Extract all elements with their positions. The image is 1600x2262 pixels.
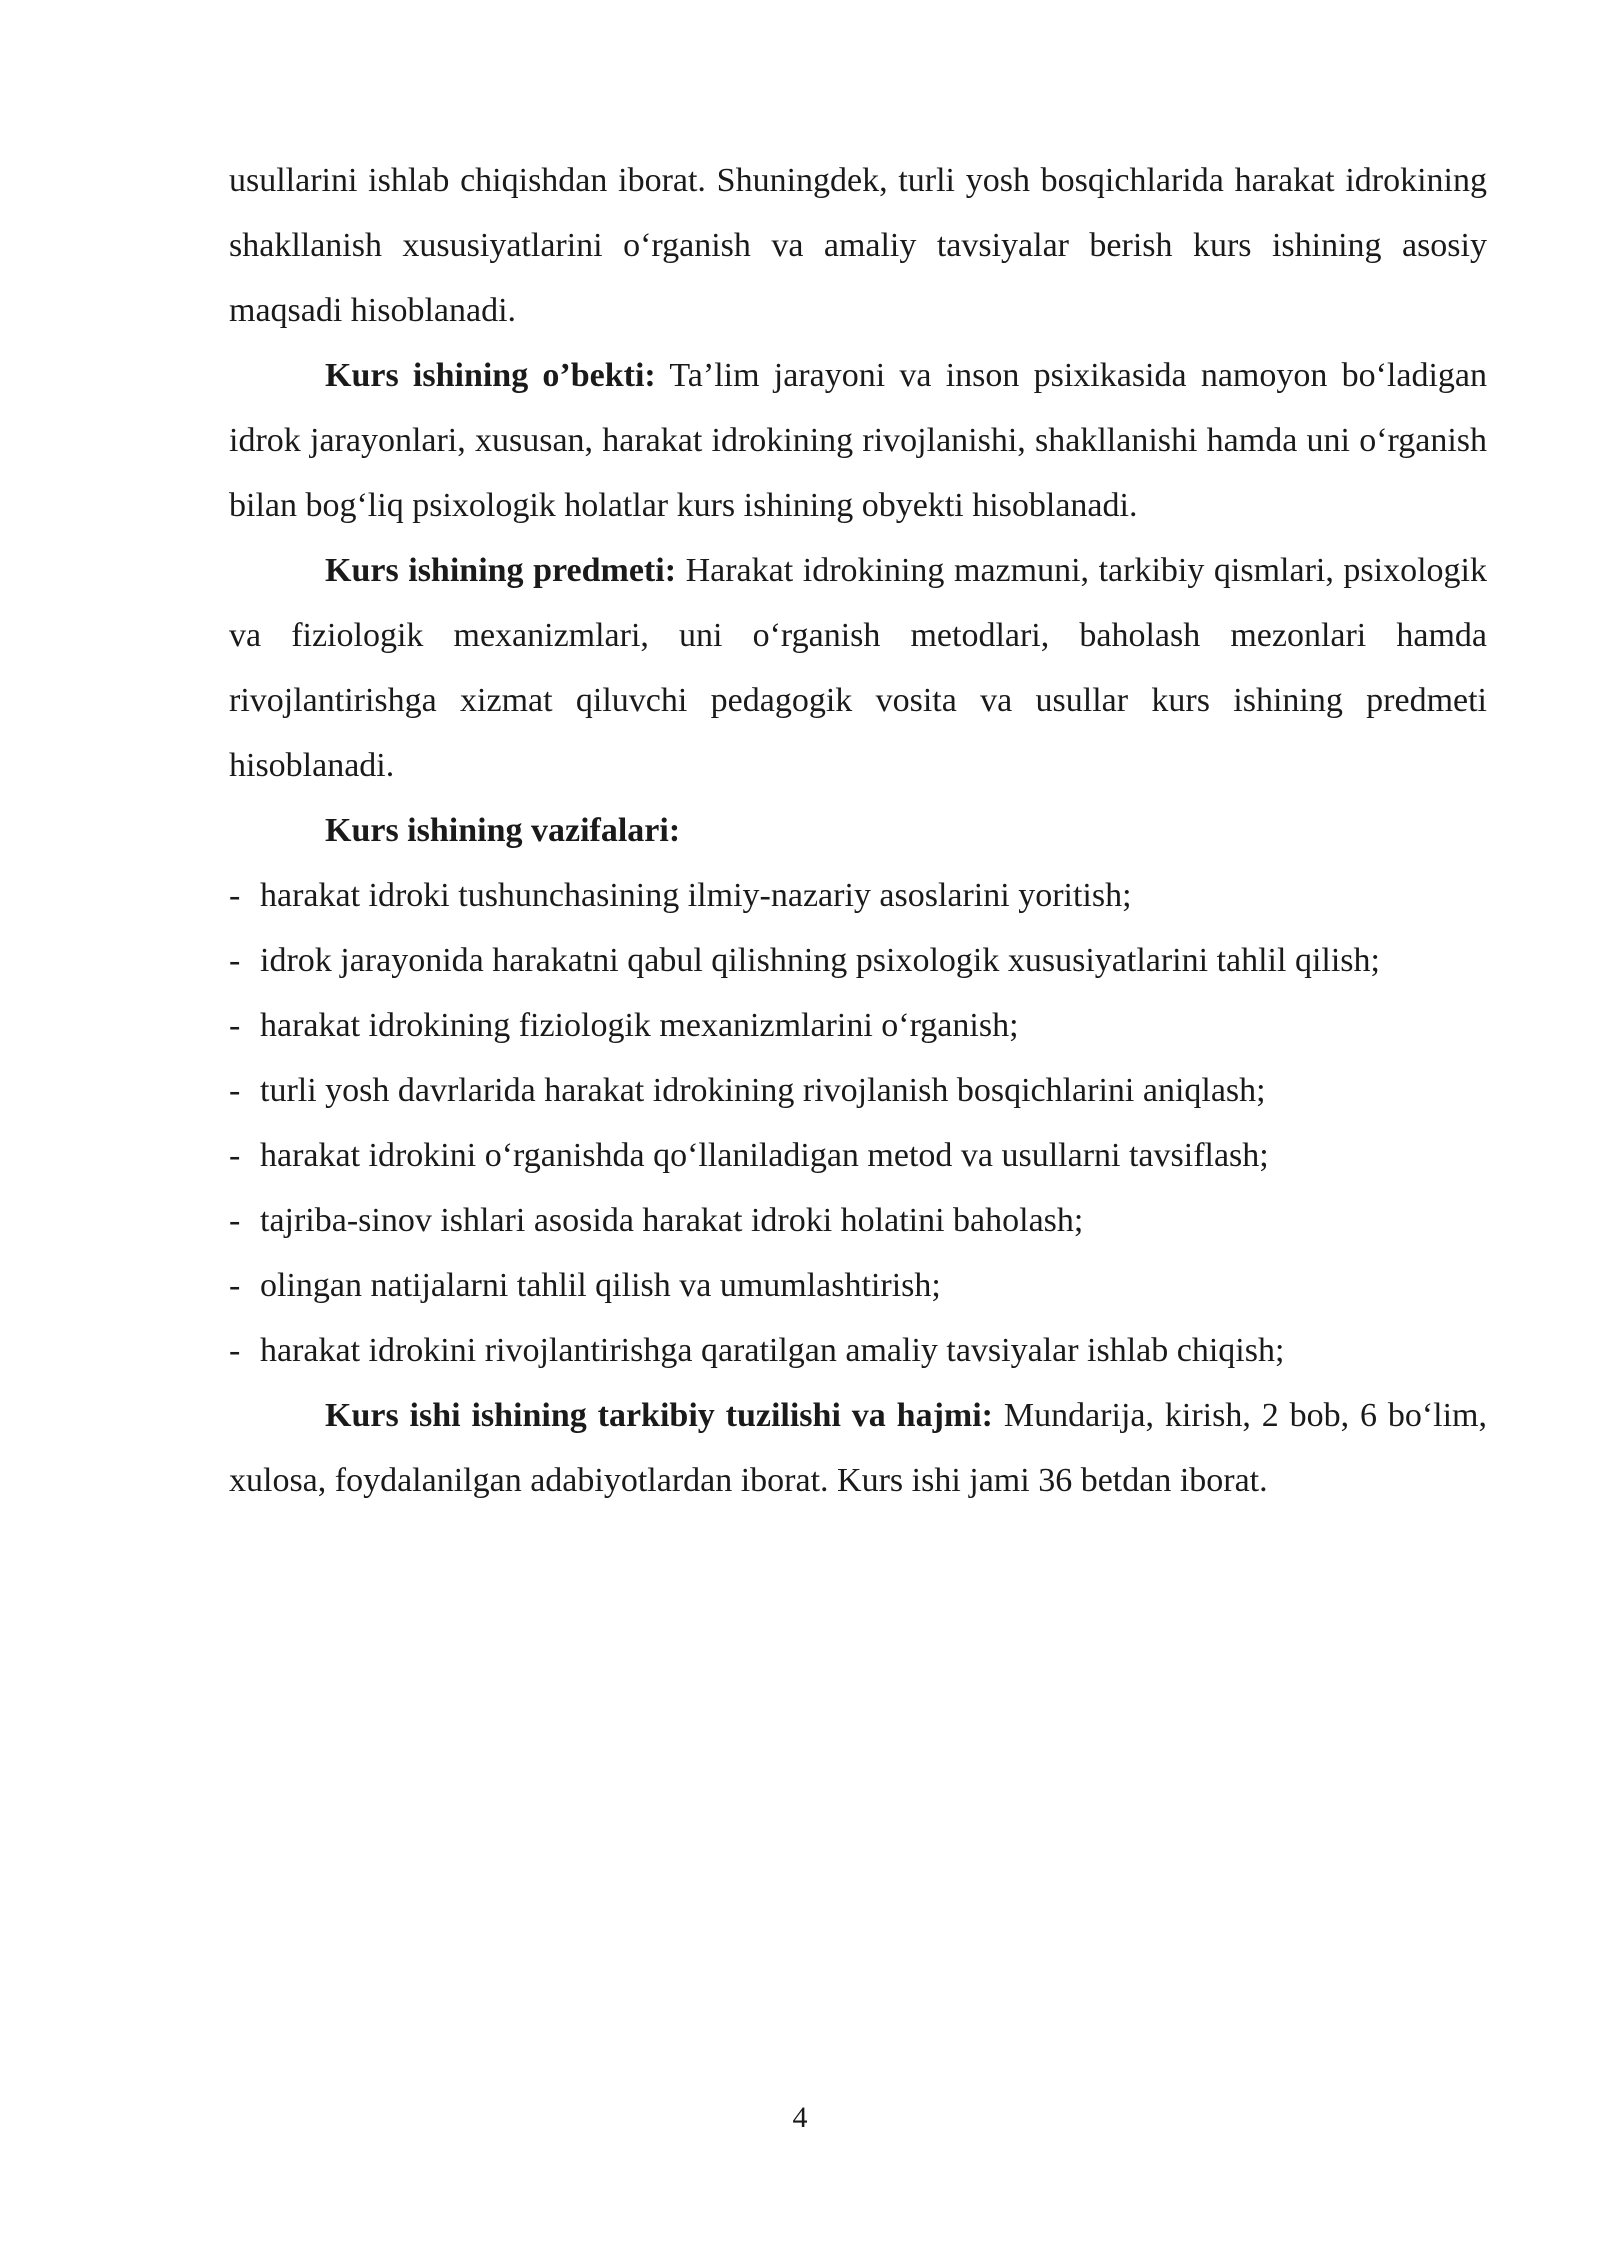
list-item xyxy=(229,863,1487,928)
structure-heading: Kurs ishi ishining tarkibiy tuzilishi va hajmi: xyxy=(325,1397,993,1434)
page-number: 4 xyxy=(792,2101,808,2134)
list-item-text: harakat idroki tushunchasining ilmiy-nazariy asoslarini yoritish; xyxy=(260,877,1132,914)
list-item xyxy=(229,928,1487,993)
list-item xyxy=(229,1253,1487,1318)
document-page xyxy=(229,148,1487,1513)
intro-continuation-paragraph: usullarini ishlab chiqishdan iborat. Shuningdek, turli yosh bosqichlarida harakat idrokining shakllanish xususiyatlarini o‘rganish va amaliy tavsiyalar berish kurs ishining asosiy maqsadi hisoblanadi. xyxy=(229,162,1487,329)
list-bullet: - xyxy=(229,942,241,979)
subject-heading: Kurs ishining predmeti: xyxy=(325,552,677,589)
list-item xyxy=(229,1123,1487,1188)
subject-text: Harakat idrokining mazmuni, tarkibiy qismlari, psixologik va fiziologik mexanizmlari, uni o‘rganish metodlari, baholash mezonlari hamda rivojlantirishga xizmat qiluvchi pedagogik vosita va usullar kurs ishining predmeti hisoblanadi. xyxy=(229,552,1487,784)
list-item xyxy=(229,993,1487,1058)
list-bullet: - xyxy=(229,877,241,914)
list-item-text: turli yosh davrlarida harakat idrokining rivojlanish bosqichlarini aniqlash; xyxy=(260,1072,1266,1109)
list-bullet: - xyxy=(229,1332,241,1369)
list-item xyxy=(229,1318,1487,1383)
subject-paragraph xyxy=(229,538,1487,798)
list-item-text: olingan natijalarni tahlil qilish va umumlashtirish; xyxy=(260,1267,941,1304)
list-bullet: - xyxy=(229,1007,241,1044)
object-paragraph xyxy=(229,343,1487,538)
tasks-list xyxy=(229,863,1487,1383)
list-item xyxy=(229,1058,1487,1123)
list-item-text: harakat idrokining fiziologik mexanizmlarini o‘rganish; xyxy=(260,1007,1019,1044)
list-item-text: harakat idrokini o‘rganishda qo‘llaniladigan metod va usullarni tavsiflash; xyxy=(260,1137,1269,1174)
object-heading: Kurs ishining o’bekti: xyxy=(325,357,656,394)
structure-paragraph xyxy=(229,1383,1487,1513)
object-text: Ta’lim jarayoni va inson psixikasida namoyon bo‘ladigan idrok jarayonlari, xususan, harakat idrokining rivojlanishi, shakllanishi hamda uni o‘rganish bilan bog‘liq psixologik holatlar kurs ishining obyekti hisoblanadi. xyxy=(229,357,1487,524)
structure-text: Mundarija, kirish, 2 bob, 6 bo‘lim, xulosa, foydalanilgan adabiyotlardan iborat. Kurs ishi jami 36 betdan iborat. xyxy=(229,1397,1487,1499)
list-bullet: - xyxy=(229,1267,241,1304)
list-bullet: - xyxy=(229,1072,241,1109)
list-item-text: harakat idrokini rivojlantirishga qaratilgan amaliy tavsiyalar ishlab chiqish; xyxy=(260,1332,1285,1369)
list-bullet: - xyxy=(229,1137,241,1174)
tasks-heading: Kurs ishining vazifalari: xyxy=(325,812,681,849)
list-item-text: tajriba-sinov ishlari asosida harakat idroki holatini baholash; xyxy=(260,1202,1084,1239)
list-item-text: idrok jarayonida harakatni qabul qilishning psixologik xususiyatlarini tahlil qilish; xyxy=(260,942,1380,979)
list-item xyxy=(229,1188,1487,1253)
list-bullet: - xyxy=(229,1202,241,1239)
